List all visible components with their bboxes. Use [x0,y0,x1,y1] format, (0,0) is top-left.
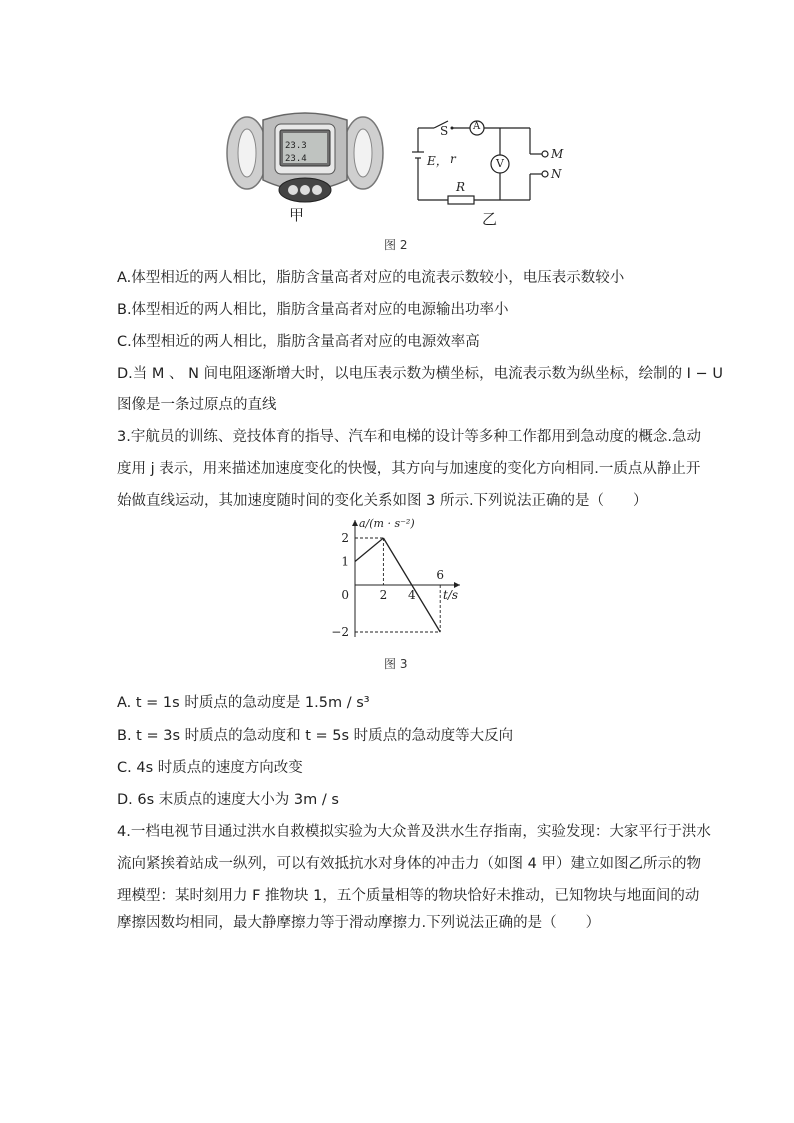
ammeter-label: A [473,121,481,132]
q3-option-c: C. 4s 时质点的速度方向改变 [117,760,303,776]
q3-stem-line3: 始做直线运动，其加速度随时间的变化关系如图 3 所示.下列说法正确的是（ ） [117,493,648,509]
q2-option-d-line1: D.当 M 、 N 间电阻逐渐增大时，以电压表示数为横坐标，电流表示数为纵坐标，绘制的 I − U [117,366,723,382]
q3-option-b: B. t = 3s 时质点的急动度和 t = 5s 时质点的急动度等大反向 [117,728,514,744]
figure-2-caption: 图 2 [384,238,408,252]
terminal-m-label: M [551,147,564,161]
body-fat-scale-drawing [225,108,385,228]
y-tick-label-1: 1 [341,554,349,569]
figure-3-caption: 图 3 [384,657,408,671]
y-tick-label-0: 2 [341,531,349,545]
circuit-label: 乙 [482,210,498,228]
y-tick-label-3: −2 [331,625,349,639]
voltmeter-label: V [496,157,504,170]
terminal-n-label: N [551,167,562,181]
y-tick-label-2: 0 [341,588,349,602]
q3-option-d: D. 6s 末质点的速度大小为 3m / s [117,792,339,808]
a-t-segment-2 [383,538,411,585]
q4-stem-line4: 摩擦因数均相同，最大静摩擦力等于滑动摩擦力.下列说法正确的是（ ） [117,915,601,931]
q4-stem-line1: 4.一档电视节目通过洪水自救模拟实验为大众普及洪水生存指南，实验发现：大家平行于洪水 [117,824,711,840]
q2-option-a: A.体型相近的两人相比，脂肪含量高者对应的电流表示数较小，电压表示数较小 [117,270,625,286]
a-t-segment-1 [355,538,383,562]
screen-reading-2: 23.4 [285,154,307,164]
a-t-segment-3 [412,585,440,632]
q4-stem-line2: 流向紧挨着站成一纵列，可以有效抵抗水对身体的冲击力（如图 4 甲）建立如图乙所示的物 [117,856,701,872]
q3-option-a: A. t = 1s 时质点的急动度是 1.5m / s³ [117,695,370,711]
q3-stem-line1: 3.宇航员的训练、竞技体育的指导、汽车和电梯的设计等多种工作都用到急动度的概念.急动 [117,429,701,445]
q2-option-d-line2: 图像是一条过原点的直线 [117,397,277,413]
x-tick-label-2: 2 [379,588,388,602]
x-tick-label-4: 4 [407,588,416,602]
device-label: 甲 [289,206,305,224]
screen-reading-1: 23.3 [285,141,307,151]
internal-resistance-label: r [450,152,456,166]
q2-option-b: B.体型相近的两人相比，脂肪含量高者对应的电源输出功率小 [117,302,509,318]
emf-label: E， [427,154,448,168]
q3-stem-line2: 度用 j 表示，用来描述加速度变化的快慢，其方向与加速度的变化方向相同.一质点从静止开 [117,461,701,477]
x-tick-label-6: 6 [436,568,445,582]
acceleration-time-chart [331,515,475,645]
y-axis-label: a/(m · s⁻²) [359,517,415,530]
body-fat-scale-figure [225,108,385,228]
q4-stem-line3: 理模型：某时刻用力 F 推物块 1，五个质量相等的物块恰好未推动，已知物块与地面间的动 [117,888,700,904]
acceleration-time-graph [331,515,475,645]
circuit-diagram [410,112,580,227]
resistor-label: R [456,180,466,194]
q2-option-c: C.体型相近的两人相比，脂肪含量高者对应的电源效率高 [117,334,480,350]
x-axis-label: t/s [443,588,459,602]
switch-label: S [440,124,449,138]
